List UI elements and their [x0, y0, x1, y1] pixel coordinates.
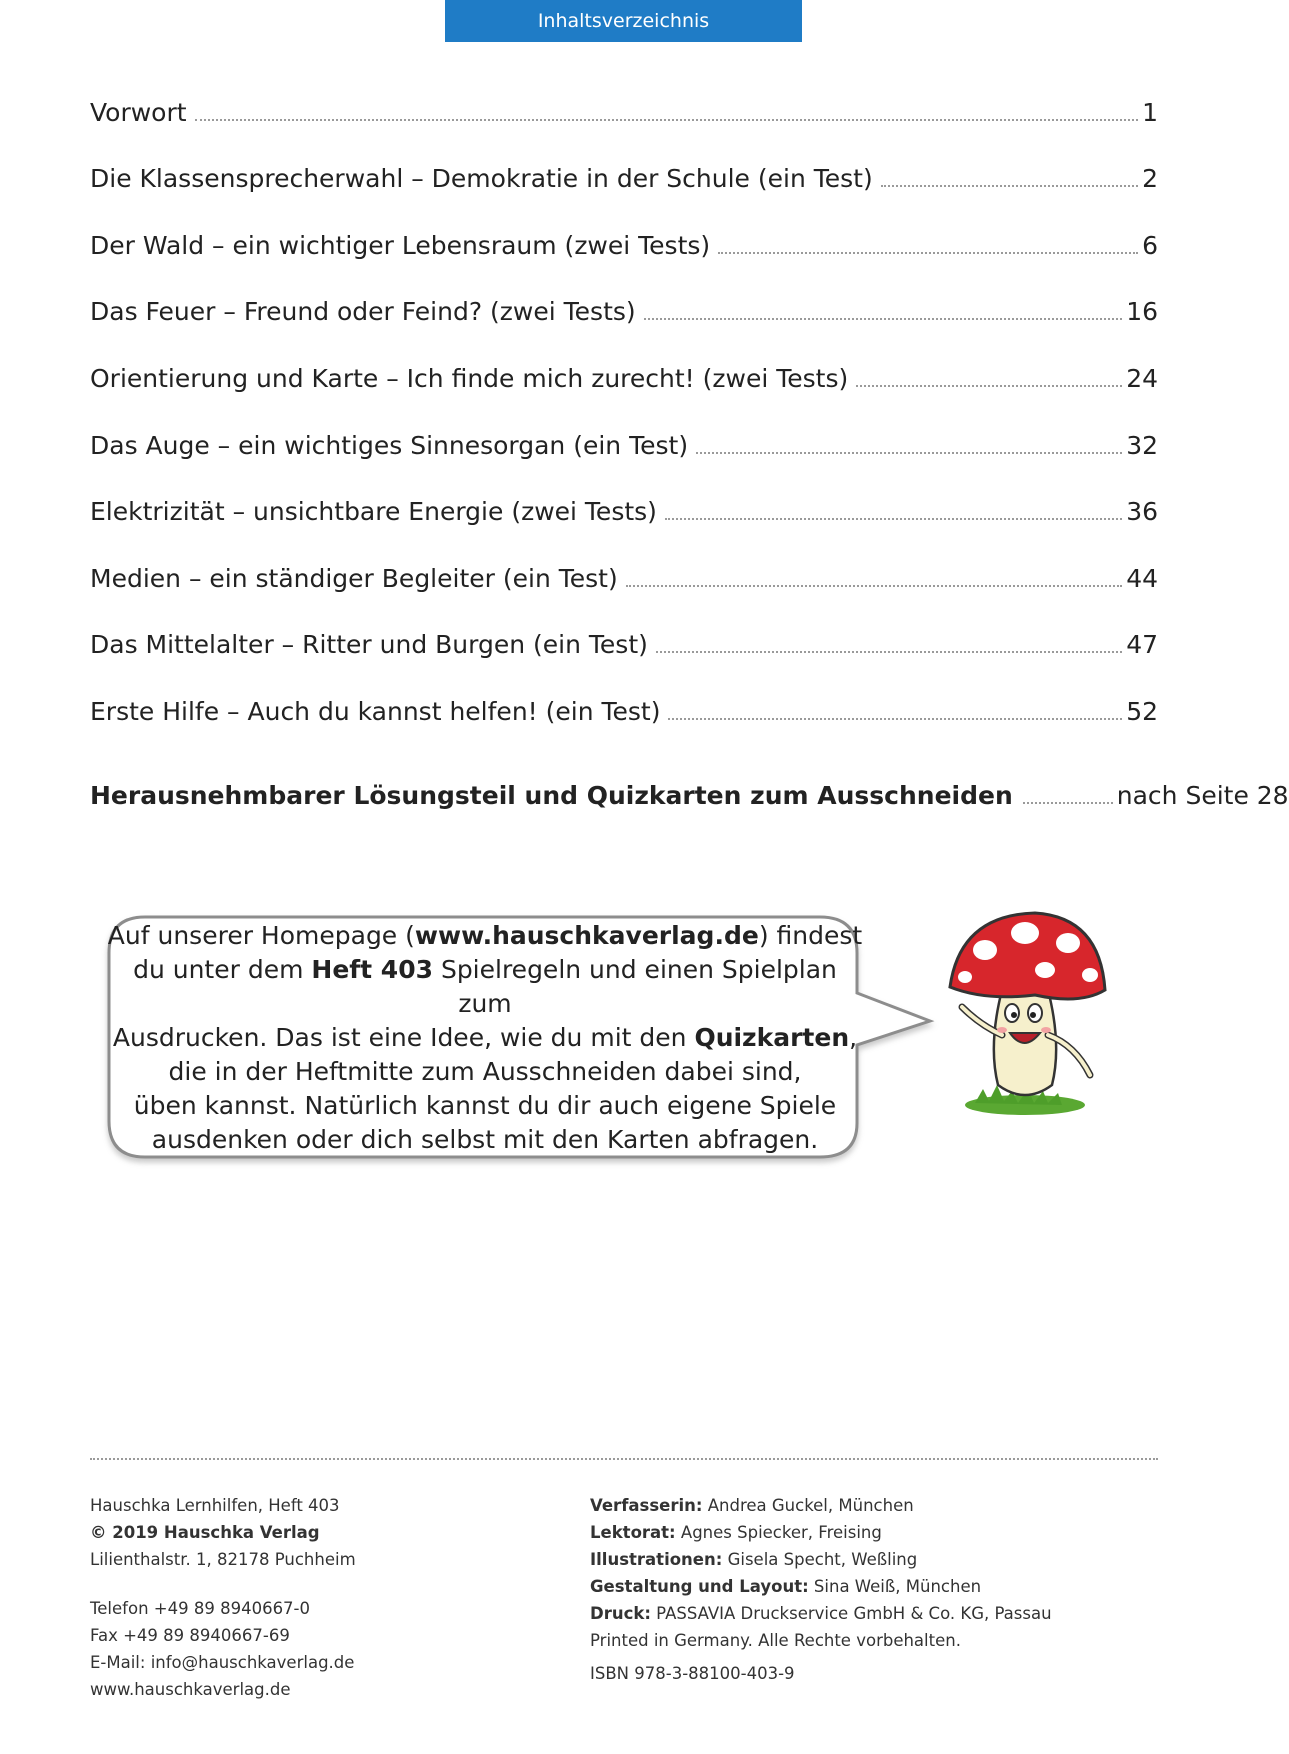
toc-supplement-page: nach Seite 28	[1116, 781, 1289, 810]
credit-author: Verfasserin: Andrea Guckel, München	[590, 1496, 914, 1515]
toc-entry[interactable]	[90, 620, 1158, 660]
credit-illustrations: Illustrationen: Gisela Specht, Weßling	[590, 1550, 918, 1569]
footer-credits	[590, 1492, 1052, 1687]
credit-editor: Lektorat: Agnes Spiecker, Freising	[590, 1523, 882, 1542]
toc-entry-title: Die Klassensprecherwahl – Demokratie in der Schule (ein Test)	[90, 164, 873, 193]
toc-leader	[718, 252, 1138, 254]
bubble-line-2: du unter dem Heft 403 Spielregeln und einen Spielplan zum	[133, 955, 837, 1018]
credit-printed: Printed in Germany. Alle Rechte vorbehalten.	[590, 1631, 961, 1650]
toc-supplement-title: Herausnehmbarer Lösungsteil und Quizkarten zum Ausschneiden	[90, 781, 1013, 810]
toc-leader	[644, 318, 1123, 320]
footer-email[interactable]: E-Mail: info@hauschkaverlag.de	[90, 1653, 355, 1672]
toc-entry[interactable]	[90, 421, 1158, 461]
toc-leader	[856, 385, 1122, 387]
toc-entry[interactable]	[90, 554, 1158, 594]
toc-entry[interactable]	[90, 687, 1158, 727]
footer-address: Lilienthalstr. 1, 82178 Puchheim	[90, 1550, 356, 1569]
toc-supplement-entry[interactable]	[90, 771, 1289, 811]
toc-entry-page: 52	[1126, 697, 1158, 726]
mushroom-mascot-icon	[940, 895, 1110, 1125]
toc-entry[interactable]	[90, 88, 1158, 128]
toc-leader	[656, 651, 1122, 653]
toc-entry-page: 1	[1142, 98, 1158, 127]
toc-entry-page: 16	[1126, 297, 1158, 326]
toc-entry-title: Elektrizität – unsichtbare Energie (zwei Tests)	[90, 497, 657, 526]
toc-leader	[195, 119, 1139, 121]
bubble-line-1: Auf unserer Homepage (www.hauschkaverlag.de) findest	[107, 921, 863, 950]
footer-fax: Fax +49 89 8940667-69	[90, 1626, 290, 1645]
bubble-line-4: die in der Heftmitte zum Ausschneiden dabei sind,	[168, 1057, 802, 1086]
speech-bubble	[105, 913, 935, 1163]
header-tab	[445, 0, 802, 42]
bubble-line-3: Ausdrucken. Das ist eine Idee, wie du mit den Quizkarten,	[112, 1023, 858, 1052]
toc-entry-title: Das Feuer – Freund oder Feind? (zwei Tests)	[90, 297, 636, 326]
footer-phone: Telefon +49 89 8940667-0	[90, 1599, 311, 1618]
bubble-line-5: üben kannst. Natürlich kannst du dir auch eigene Spiele	[133, 1091, 837, 1120]
toc-entry[interactable]	[90, 221, 1158, 261]
toc-entry-title: Das Mittelalter – Ritter und Burgen (ein Test)	[90, 630, 648, 659]
toc-leader	[696, 452, 1122, 454]
toc-entry-title: Orientierung und Karte – Ich finde mich zurecht! (zwei Tests)	[90, 364, 849, 393]
website-link[interactable]: www.hauschkaverlag.de	[414, 921, 759, 950]
toc-leader	[1023, 802, 1113, 804]
toc-entry-page: 36	[1126, 497, 1158, 526]
credit-isbn: ISBN 978-3-88100-403-9	[590, 1664, 795, 1683]
toc-entry[interactable]	[90, 487, 1158, 527]
footer-publisher-info	[90, 1492, 356, 1703]
toc-leader	[626, 585, 1122, 587]
footer-divider	[90, 1458, 1158, 1460]
toc-entry-title: Das Auge – ein wichtiges Sinnesorgan (ein Test)	[90, 431, 689, 460]
speech-bubble-text	[105, 913, 865, 1163]
toc-leader	[881, 185, 1138, 187]
bubble-line-6: ausdenken oder dich selbst mit den Karten abfragen.	[151, 1125, 819, 1154]
toc-entry[interactable]	[90, 287, 1158, 327]
header-tab-label: Inhaltsverzeichnis	[537, 10, 710, 32]
toc-entry-page: 24	[1126, 364, 1158, 393]
credit-print: Druck: PASSAVIA Druckservice GmbH & Co. KG, Passau	[590, 1604, 1052, 1623]
toc-leader	[665, 518, 1122, 520]
toc-entry-title: Der Wald – ein wichtiger Lebensraum (zwei Tests)	[90, 231, 711, 260]
toc-entry-page: 44	[1126, 564, 1158, 593]
toc-leader	[668, 718, 1122, 720]
toc-entry-page: 2	[1142, 164, 1158, 193]
toc-entry[interactable]	[90, 354, 1158, 394]
toc-entry[interactable]	[90, 154, 1158, 194]
toc-entry-page: 6	[1142, 231, 1158, 260]
footer-web[interactable]: www.hauschkaverlag.de	[90, 1680, 291, 1699]
footer-copyright: © 2019 Hauschka Verlag	[90, 1523, 320, 1542]
toc-entry-title: Medien – ein ständiger Begleiter (ein Test)	[90, 564, 618, 593]
toc-entry-page: 32	[1126, 431, 1158, 460]
toc-entry-page: 47	[1126, 630, 1158, 659]
toc-entry-title: Erste Hilfe – Auch du kannst helfen! (ein Test)	[90, 697, 661, 726]
credit-layout: Gestaltung und Layout: Sina Weiß, München	[590, 1577, 982, 1596]
footer-series: Hauschka Lernhilfen, Heft 403	[90, 1496, 340, 1515]
toc-entry-title: Vorwort	[90, 98, 187, 127]
